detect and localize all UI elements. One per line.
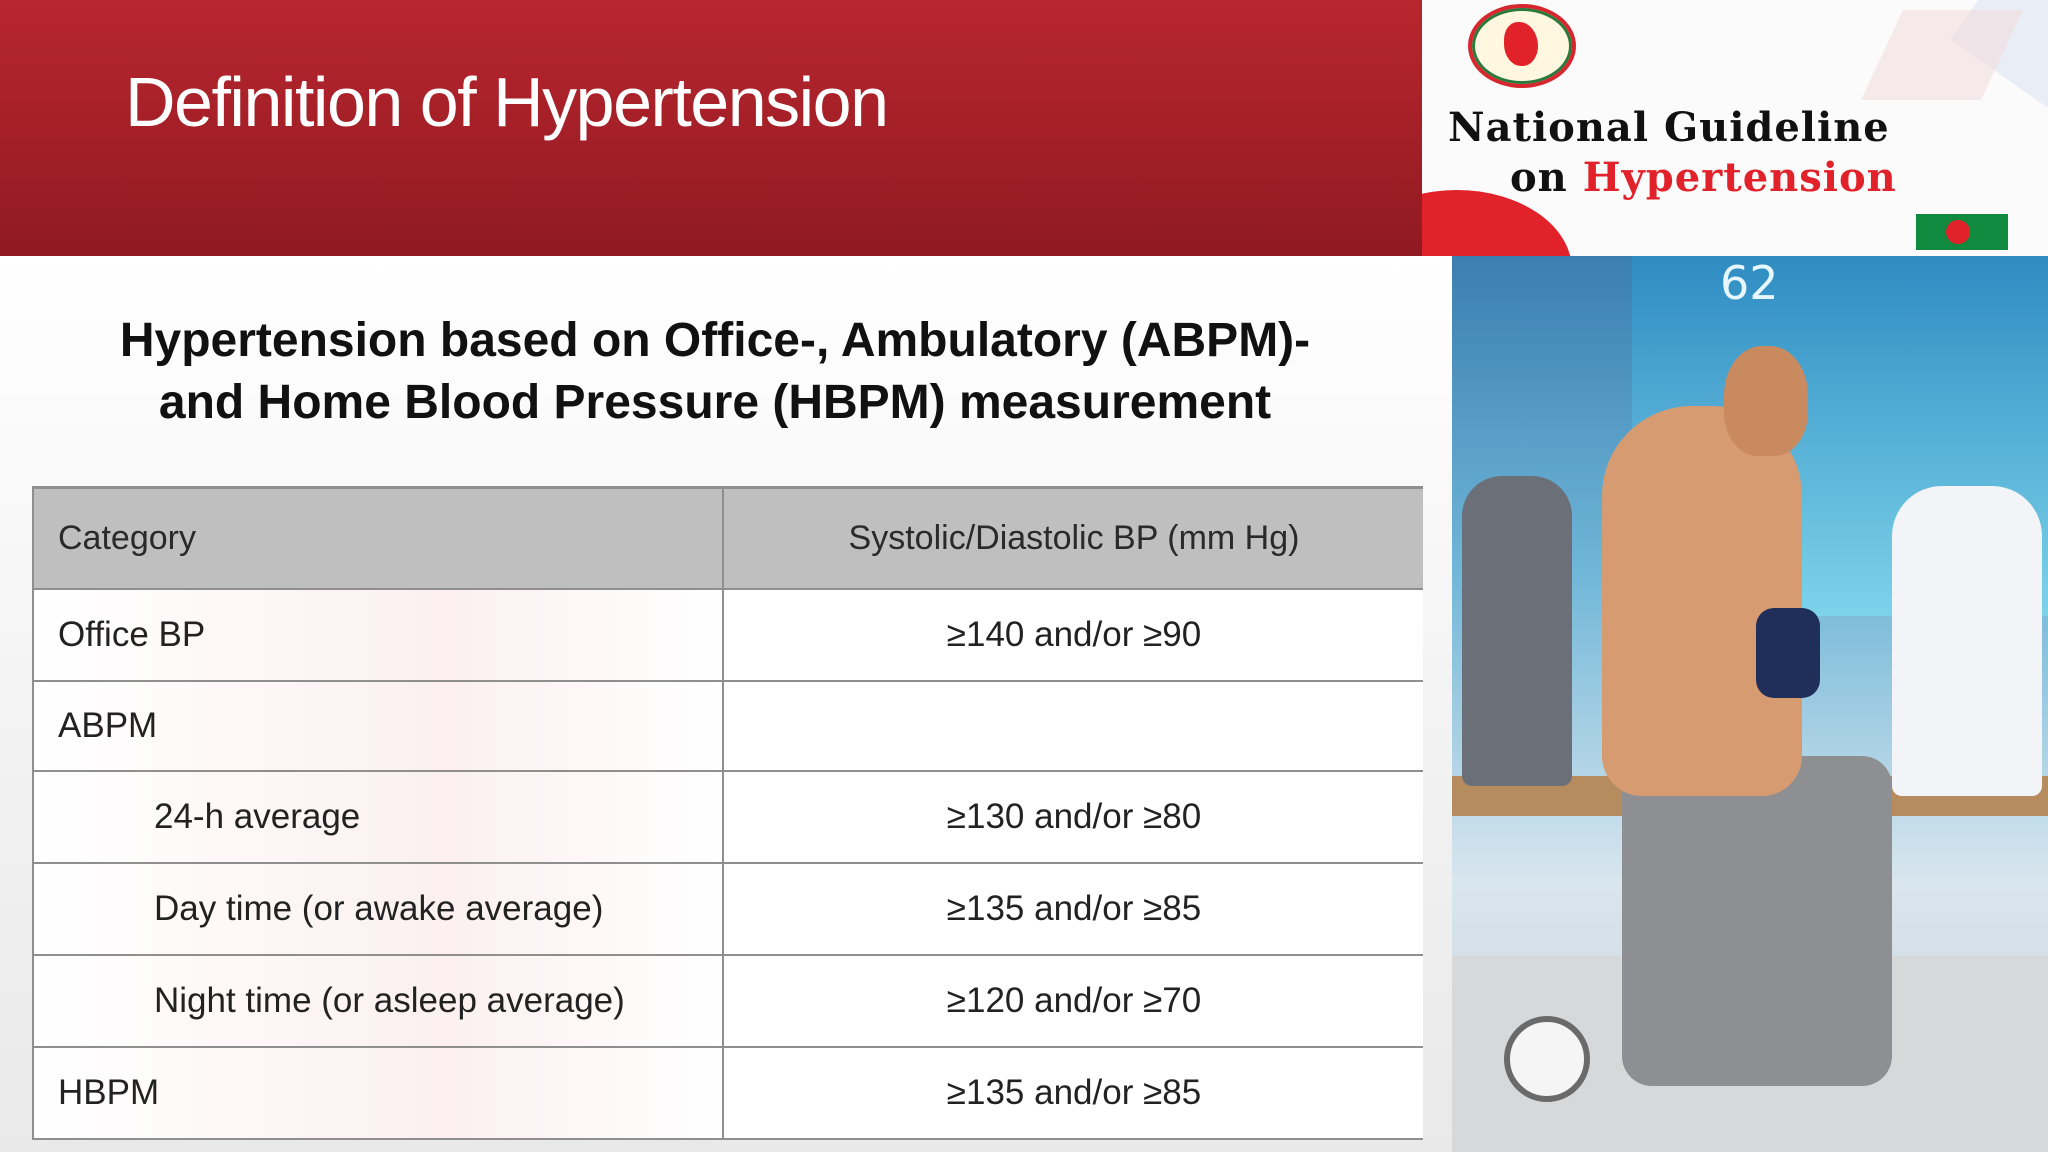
logo-line-2-prefix: on [1510,154,1568,201]
row-value: ≥135 and/or ≥85 [723,1047,1423,1139]
title-banner [0,0,1422,256]
column-header-bp: Systolic/Diastolic BP (mm Hg) [723,488,1423,590]
row-category: Night time (or asleep average) [33,955,723,1047]
patient-head [1724,346,1808,456]
bp-cuff-icon [1756,608,1820,698]
logo-line-2 [1510,154,1897,201]
patient-legs [1622,756,1892,1086]
table-row [33,589,1423,681]
row-category: Office BP [33,589,723,681]
flag-disc [1946,220,1970,244]
table-row [33,863,1423,955]
bangladesh-flag-icon [1916,214,2008,250]
slide-title: Definition of Hypertension [125,63,888,141]
row-category: ABPM [33,681,723,771]
display-number: 62 [1720,256,1779,310]
row-value: ≥120 and/or ≥70 [723,955,1423,1047]
row-value: ≥130 and/or ≥80 [723,771,1423,863]
table-row [33,771,1423,863]
doctor-left-figure [1462,476,1572,786]
government-seal-icon [1468,4,1576,88]
table-row [33,681,1423,771]
row-value: ≥135 and/or ≥85 [723,863,1423,955]
logo-line-2-highlight: Hypertension [1582,154,1897,201]
guideline-logo [1422,0,2048,256]
table-row [33,955,1423,1047]
table-row [33,1047,1423,1139]
table-heading-line-1: Hypertension based on Office-, Ambulatory (ABPM)- [119,314,1311,367]
pressure-gauge-icon [1504,1016,1590,1102]
table-header-row [33,488,1423,590]
clinic-illustration [1452,256,2048,1152]
row-value [723,681,1423,771]
column-header-category: Category [33,488,723,590]
logo-line-1: National Guideline [1448,104,1890,151]
doctor-right-figure [1892,486,2042,796]
patient-figure [1602,406,1802,796]
bp-threshold-table [32,486,1423,1140]
decorative-shape [1861,10,2023,100]
row-value: ≥140 and/or ≥90 [723,589,1423,681]
bangladesh-map-icon [1504,22,1538,66]
table-heading-line-2: and Home Blood Pressure (HBPM) measurement [158,376,1272,429]
row-category: Day time (or awake average) [33,863,723,955]
row-category: HBPM [33,1047,723,1139]
table-heading [40,310,1390,434]
row-category: 24-h average [33,771,723,863]
